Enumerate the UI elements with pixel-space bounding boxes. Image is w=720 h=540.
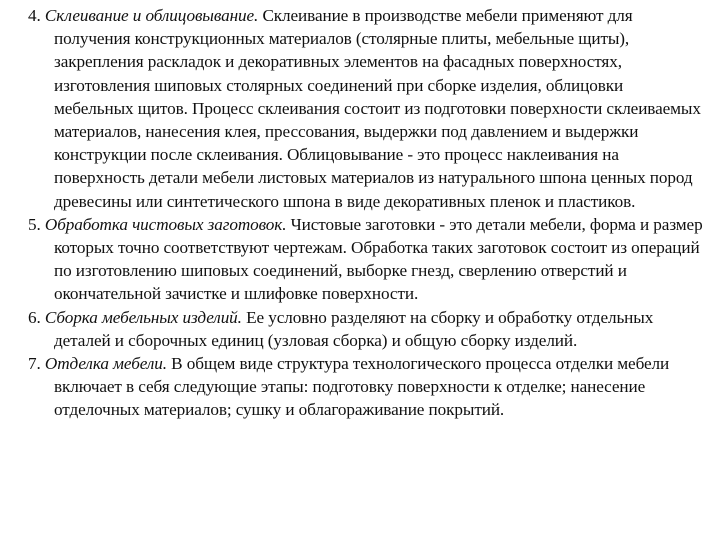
item-heading: Склеивание и облицовывание. [44, 6, 259, 25]
item-number: 7. [28, 354, 41, 374]
item-text: Ее условно разделяют на сборку и обработку отдельных деталей и сборочных единиц (узловая сборка) и общую сборку изделий. [54, 307, 654, 350]
list-item-5 [28, 213, 706, 306]
item-number: 6. [28, 307, 41, 327]
item-heading: Сборка мебельных изделий. [44, 307, 242, 327]
item-heading: Обработка чистовых заготовок. [44, 214, 287, 234]
list-item-7 [28, 352, 706, 422]
item-text: Склеивание в производстве мебели применяют для получения конструкционных материалов (столярные плиты, мебельные щиты), закрепления раскладок и декоративных элементов на фасадных поверхностях, изготовления шиповых столярных соединений при сборке изделия, облицовки мебельных щитов. Процесс склеивания состоит из подготовки поверхности склеиваемых материалов, нанесения клея, прессования, выдержки под давлением и выдержки конструкции после склеивания. Облицовывание - это процесс наклеивания на поверхность детали мебели листовых материалов из натурального шпона ценных пород древесины или синтетического шпона в виде декоративных пленок и пластиков. [54, 6, 701, 211]
item-number: 5. [28, 214, 41, 234]
item-number: 4. [28, 6, 41, 25]
item-text: Чистовые заготовки - это детали мебели, форма и размер которых точно соответствуют чертежам. Обработка таких заготовок состоит из операций по изготовлению шиповых соединений, выборке гнезд, сверлению отверстий и окончательной зачистке и шлифовке поверхности. [54, 214, 703, 304]
list-item-6 [28, 306, 706, 352]
item-heading: Отделка мебели. [44, 354, 167, 374]
item-text: В общем виде структура технологического процесса отделки мебели включает в себя следующие этапы: подготовку поверхности к отделке; нанесение отделочных материалов; сушку и облагораживание покрытий. [54, 354, 670, 420]
list-item-4 [28, 4, 706, 213]
